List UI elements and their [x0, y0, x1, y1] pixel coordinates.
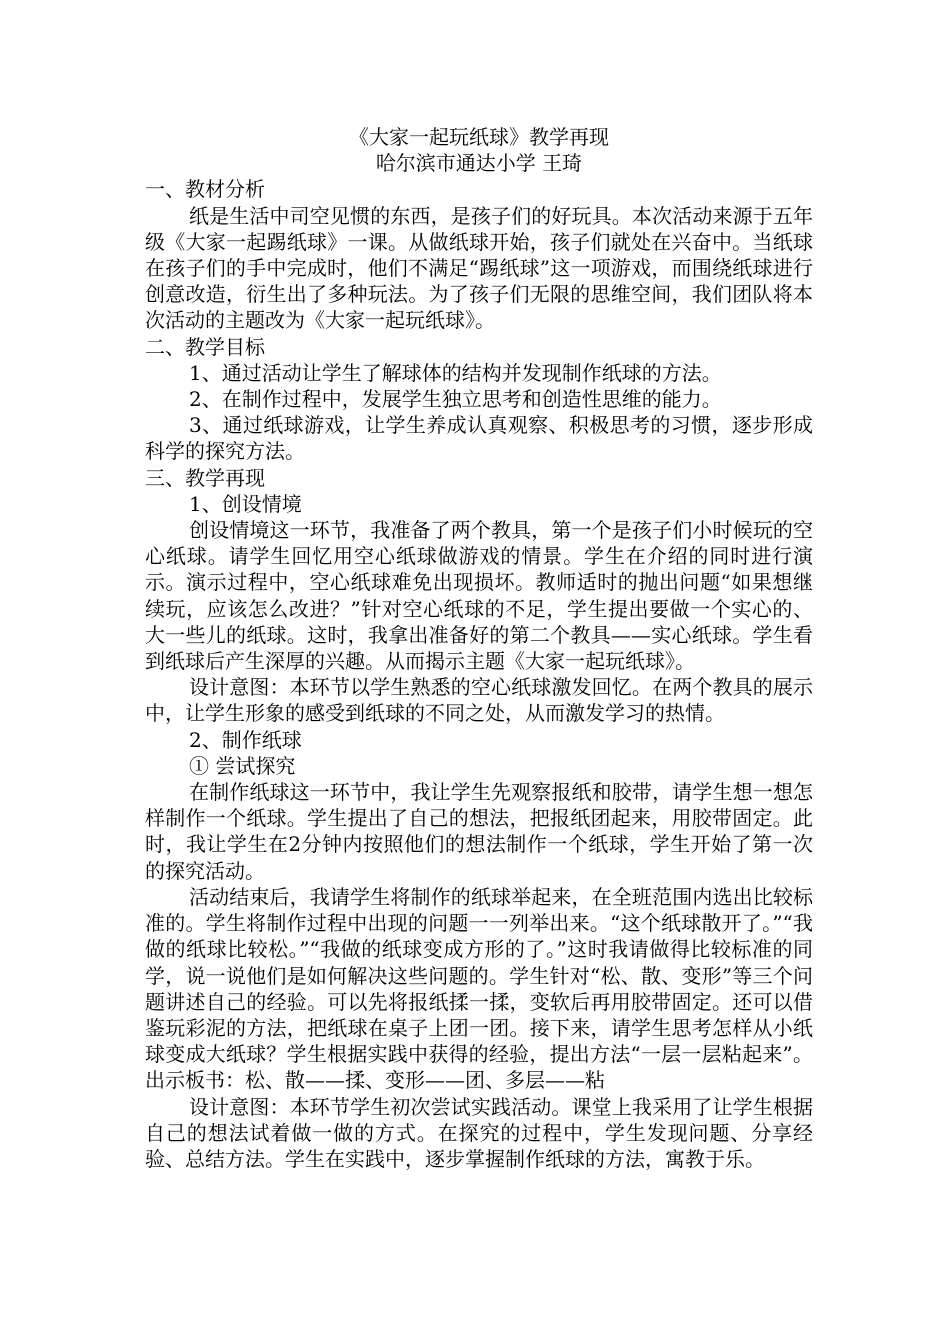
document-page: [145, 124, 813, 1172]
paragraph: 纸是生活中司空见惯的东西，是孩子们的好玩具。本次活动来源于五年级《大家一起踢纸球》一课。从做纸球开始，孩子们就处在兴奋中。当纸球在孩子们的手中完成时，他们不满足“踢纸球”这一项游戏，而围绕纸球进行创意改造，衍生出了多种玩法。为了孩子们无限的思维空间，我们团队将本次活动的主题改为《大家一起玩纸球》。: [145, 203, 813, 333]
document-title: 《大家一起玩纸球》教学再现: [349, 125, 609, 149]
section-heading-1: 一、教材分析: [145, 177, 265, 202]
subheading-make-ball: 2、制作纸球: [189, 727, 302, 752]
goal-item-3: 3、通过纸球游戏，让学生养成认真观察、积极思考的习惯，逐步形成科学的探究方法。: [145, 413, 813, 464]
author-line: 哈尔滨市通达小学 王琦: [375, 151, 583, 176]
subheading-try-explore: ① 尝试探究: [189, 753, 296, 778]
goal-item-1: 1、通过活动让学生了解球体的结构并发现制作纸球的方法。: [189, 360, 722, 385]
design-intent-paragraph: 设计意图：本环节学生初次尝试实践活动。课堂上我采用了让学生根据自己的想法试着做一做的方式。在探究的过程中，学生发现问题、分享经验、总结方法。学生在实践中，逐步掌握制作纸球的方法，寓教于乐。: [145, 1094, 813, 1171]
section-heading-2: 二、教学目标: [145, 334, 265, 359]
paragraph: 创设情境这一环节，我准备了两个教具，第一个是孩子们小时候玩的空心纸球。请学生回忆用空心纸球做游戏的情景。学生在介绍的同时进行演示。演示过程中，空心纸球难免出现损坏。教师适时的抛出问题“如果想继续玩，应该怎么改进？”针对空心纸球的不足，学生提出要做一个实心的、大一些儿的纸球。这时，我拿出准备好的第二个教具——实心纸球。学生看到纸球后产生深厚的兴趣。从而揭示主题《大家一起玩纸球》。: [145, 518, 813, 674]
goal-item-2: 2、在制作过程中，发展学生独立思考和创造性思维的能力。: [189, 387, 722, 412]
subheading-scenario: 1、创设情境: [189, 491, 302, 516]
paragraph: 活动结束后，我请学生将制作的纸球举起来，在全班范围内选出比较标准的。学生将制作过程中出现的问题一一列举出来。“这个纸球散开了。”“我做的纸球比较松。”“我做的纸球变成方形的了。”这时我请做得比较标准的同学，说一说他们是如何解决这些问题的。学生针对“松、散、变形”等三个问题讲述自己的经验。可以先将报纸揉一揉，变软后再用胶带固定。还可以借鉴玩彩泥的方法，把纸球在桌子上团一团。接下来，请学生思考怎样从小纸球变成大纸球？学生根据实践中获得的经验，提出方法“一层一层粘起来”。出示板书：松、散——揉、变形——团、多层——粘: [145, 884, 813, 1093]
paragraph: 在制作纸球这一环节中，我让学生先观察报纸和胶带，请学生想一想怎样制作一个纸球。学生提出了自己的想法，把报纸团起来，用胶带固定。此时，我让学生在2分钟内按照他们的想法制作一个纸球，学生开始了第一次的探究活动。: [145, 780, 813, 883]
design-intent-paragraph: 设计意图：本环节以学生熟悉的空心纸球激发回忆。在两个教具的展示中，让学生形象的感受到纸球的不同之处，从而激发学习的热情。: [145, 675, 813, 726]
section-heading-3: 三、教学再现: [145, 465, 265, 490]
